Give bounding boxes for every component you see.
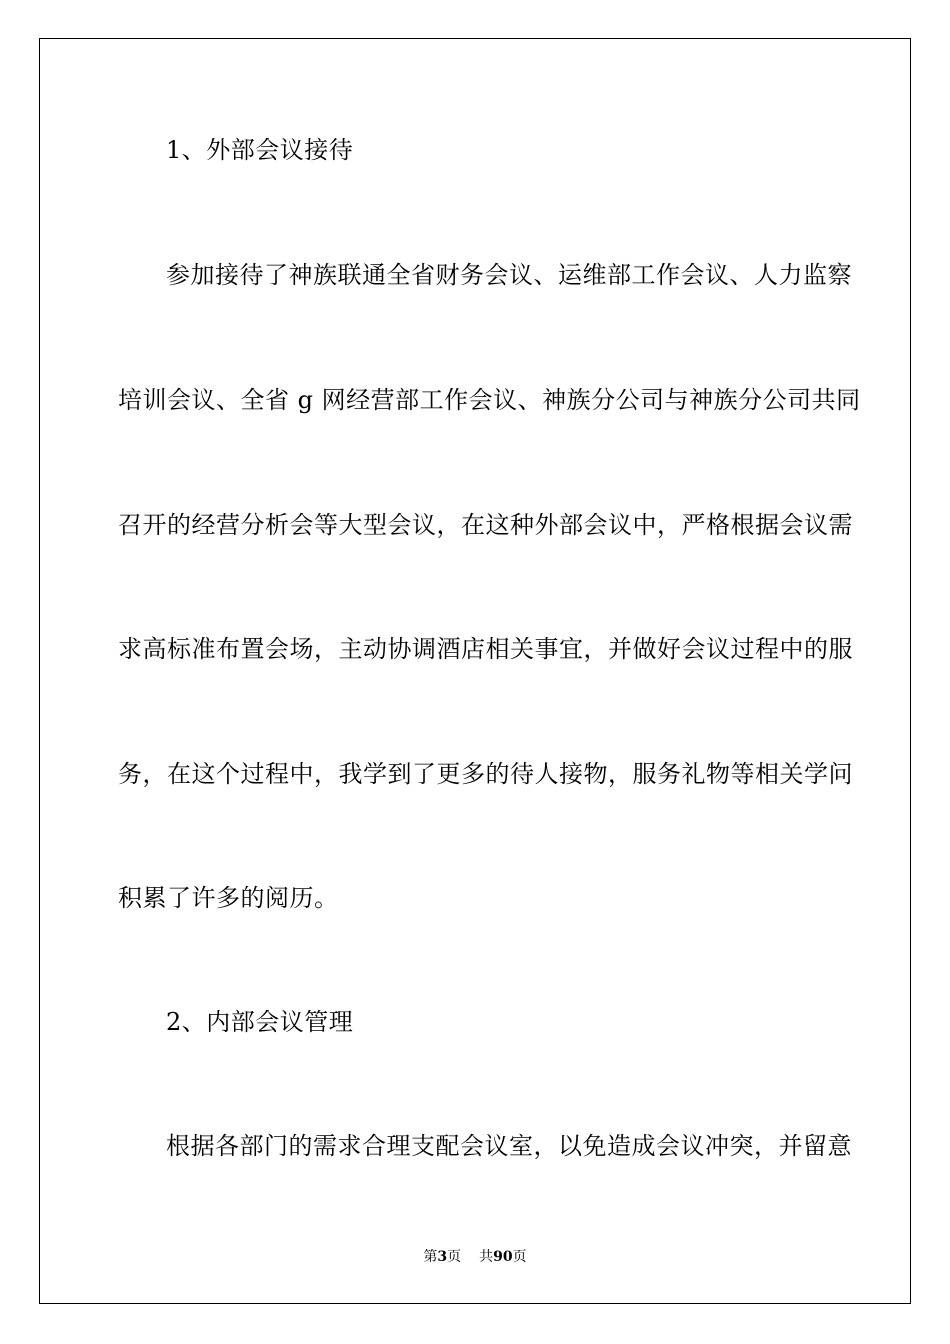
paragraph-line: 务，在这个过程中，我学到了更多的待人接物，服务礼物等相关学问: [118, 760, 853, 788]
paragraph-line: 培训会议、全省 g 网经营部工作会议、神族分公司与神族分公司共同: [118, 386, 861, 414]
page-suffix: 页: [447, 1249, 462, 1265]
paragraph-line: 召开的经营分析会等大型会议，在这种外部会议中，严格根据会议需: [118, 511, 853, 539]
paragraph-line: 求高标准布置会场，主动协调酒店相关事宜，并做好会议过程中的服: [118, 635, 853, 663]
paragraph-line: 参加接待了神族联通全省财务会议、运维部工作会议、人力监察: [166, 261, 852, 289]
page-number: 3: [437, 1249, 448, 1265]
paragraph-line: 根据各部门的需求合理支配会议室，以免造成会议冲突，并留意: [166, 1132, 852, 1160]
total-prefix: 共: [479, 1249, 494, 1265]
page-prefix: 第: [423, 1249, 438, 1265]
total-pages: 90: [493, 1249, 513, 1265]
page-footer: [0, 1248, 950, 1266]
section-heading-2: 2、内部会议管理: [166, 1008, 354, 1036]
section-heading-1: 1、外部会议接待: [166, 136, 354, 164]
page-border: [39, 38, 911, 1304]
total-suffix: 页: [512, 1249, 527, 1265]
paragraph-line: 积累了许多的阅历。: [118, 884, 339, 912]
